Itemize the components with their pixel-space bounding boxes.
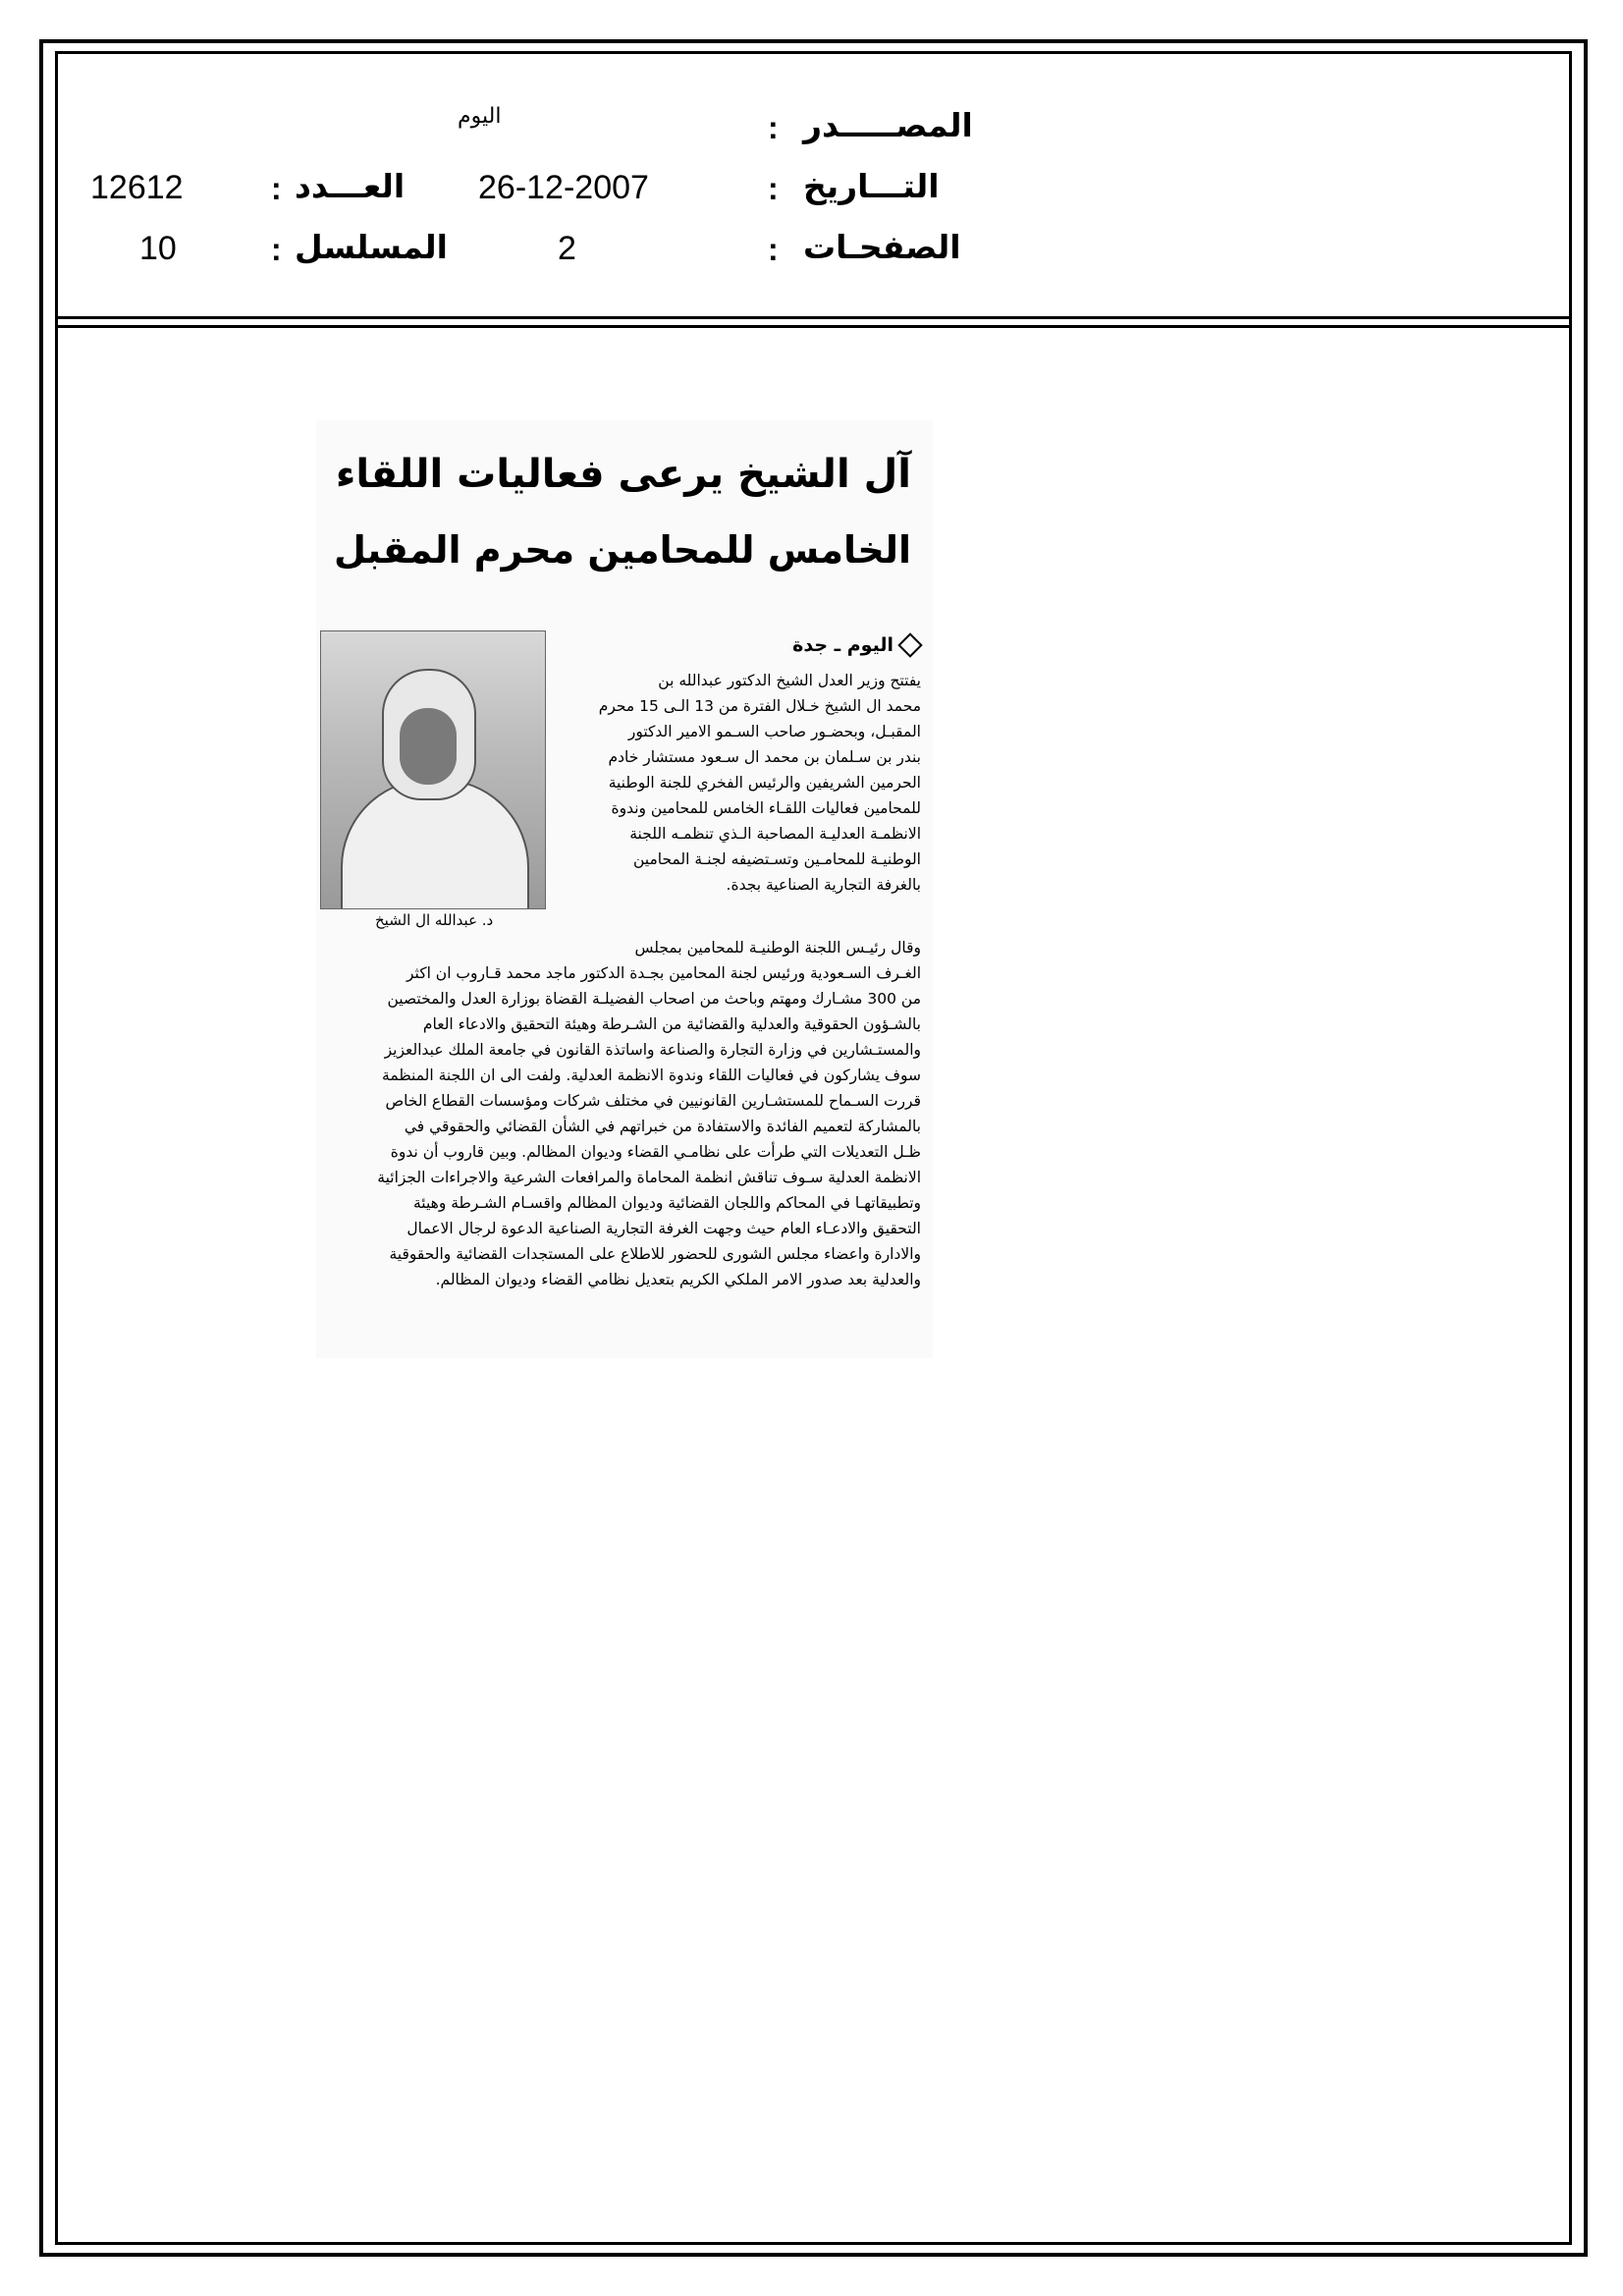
issue-label: العـــدد (295, 167, 406, 205)
dateline-diamond-icon (897, 632, 922, 657)
article-line: الانظمـة العدليـة المصاحبة الـذي تنظمـه اللجنة (629, 825, 921, 843)
article-line: سوف يشاركون في فعاليات اللقاء وندوة الانظمة العدلية. ولفت الى ان اللجنة المنظمة (382, 1066, 921, 1084)
article-line: من 300 مشـارك ومهتم وباحث من اصحاب الفضيلـة القضاة بوزارة العدل والمختصين (387, 990, 921, 1008)
newspaper-clipping (316, 420, 933, 1358)
article-line: والعدلية بعد صدور الامر الملكي الكريم بتعديل نظامي القضاء وديوان المظالم. (435, 1271, 921, 1288)
date-value: 26-12-2007 (478, 169, 649, 206)
article-line: للمحامين فعاليات اللقـاء الخامس للمحامين وندوة (611, 799, 921, 817)
article-line: المقبـل، وبحضـور صاحب السـمو الامير الدكتور (627, 723, 921, 740)
serial-value: 10 (139, 230, 177, 267)
dateline: اليوم ـ جدة (792, 634, 893, 656)
pages-label: الصفحـات (803, 228, 961, 266)
article-line: وقال رئيـس اللجنة الوطنيـة للمحامين بمجلس (634, 939, 921, 957)
header-divider-top (55, 316, 1572, 319)
article-line: الانظمة العدلية سـوف تناقش انظمة المحاماة والمرافعات الشرعية والاجراءات الجزائية (377, 1169, 921, 1186)
pages-value: 2 (558, 230, 576, 267)
article-line: الحرمين الشريفين والرئيس الفخري للجنة الوطنية (608, 774, 921, 792)
headline-line-1: آل الشيخ يرعى فعاليات اللقاء (335, 452, 911, 497)
source-label: المصـــــدر (803, 106, 973, 144)
pages-colon: : (768, 232, 779, 267)
header-divider-bottom (55, 325, 1572, 328)
article-line: والمستـشارين في وزارة التجارة والصناعة واساتذة القانون في جامعة الملك عبدالعزيز (384, 1041, 921, 1059)
article-line: والادارة واعضاء مجلس الشورى للحضور للاطلاع على المستجدات القضائية والحقوقية (389, 1245, 921, 1263)
headline-line-2: الخامس للمحامين محرم المقبل (334, 528, 911, 572)
article-line: محمد ال الشيخ خـلال الفترة من 13 الـى 15 محرم (598, 697, 921, 715)
photo-caption: د. عبدالله ال الشيخ (375, 911, 494, 929)
article-line: بالغرفة التجارية الصناعية بجدة. (726, 876, 921, 894)
issue-colon: : (271, 171, 282, 206)
source-colon: : (768, 110, 779, 145)
article-line: بندر بن سـلمان بن محمد ال سـعود مستشار خادم (608, 748, 921, 766)
article-line: قررت السـماح للمستشـارين القانونيين في مختلف شركات ومؤسسات القطاع الخاص (385, 1092, 921, 1110)
photo-face-shape (400, 708, 457, 785)
serial-label: المسلسل (295, 228, 448, 266)
source-value: اليوم (458, 104, 502, 129)
article-line: الوطنيـة للمحامـين وتسـتضيفه لجنـة المحامين (632, 850, 921, 868)
article-line: الغـرف السـعودية ورئيس لجنة المحامين بجـدة الدكتور ماجد محمد قـاروب ان اكثر (406, 964, 921, 982)
serial-colon: : (271, 232, 282, 267)
article-line: وتطبيقاتهـا في المحاكم واللجان القضائية وديوان المظالم واقسـام الشـرطة وهيئة (412, 1194, 921, 1212)
article-line: التحقيق والادعـاء العام حيث وجهت الغرفة التجارية الصناعية الدعوة لرجال الاعمال (406, 1220, 921, 1237)
article-line: بالمشاركة لتعميم الفائدة والاستفادة من خبراتهم في الشأن القضائي والحقوقي في (404, 1118, 921, 1135)
date-colon: : (768, 171, 779, 206)
article-line: يفتتح وزير العدل الشيخ الدكتور عبدالله بن (658, 672, 921, 689)
date-label: التـــاريخ (803, 167, 940, 205)
issue-value: 12612 (90, 169, 184, 206)
article-line: بالشـؤون الحقوقية والعدلية والقضائية من الشـرطة وهيئة التحقيق والادعاء العام (422, 1015, 921, 1033)
article-line: ظـل التعديلات التي طرأت على نظامـي القضاء وديوان المظالم. وبين قاروب أن ندوة (390, 1143, 921, 1161)
author-photo (320, 630, 546, 909)
